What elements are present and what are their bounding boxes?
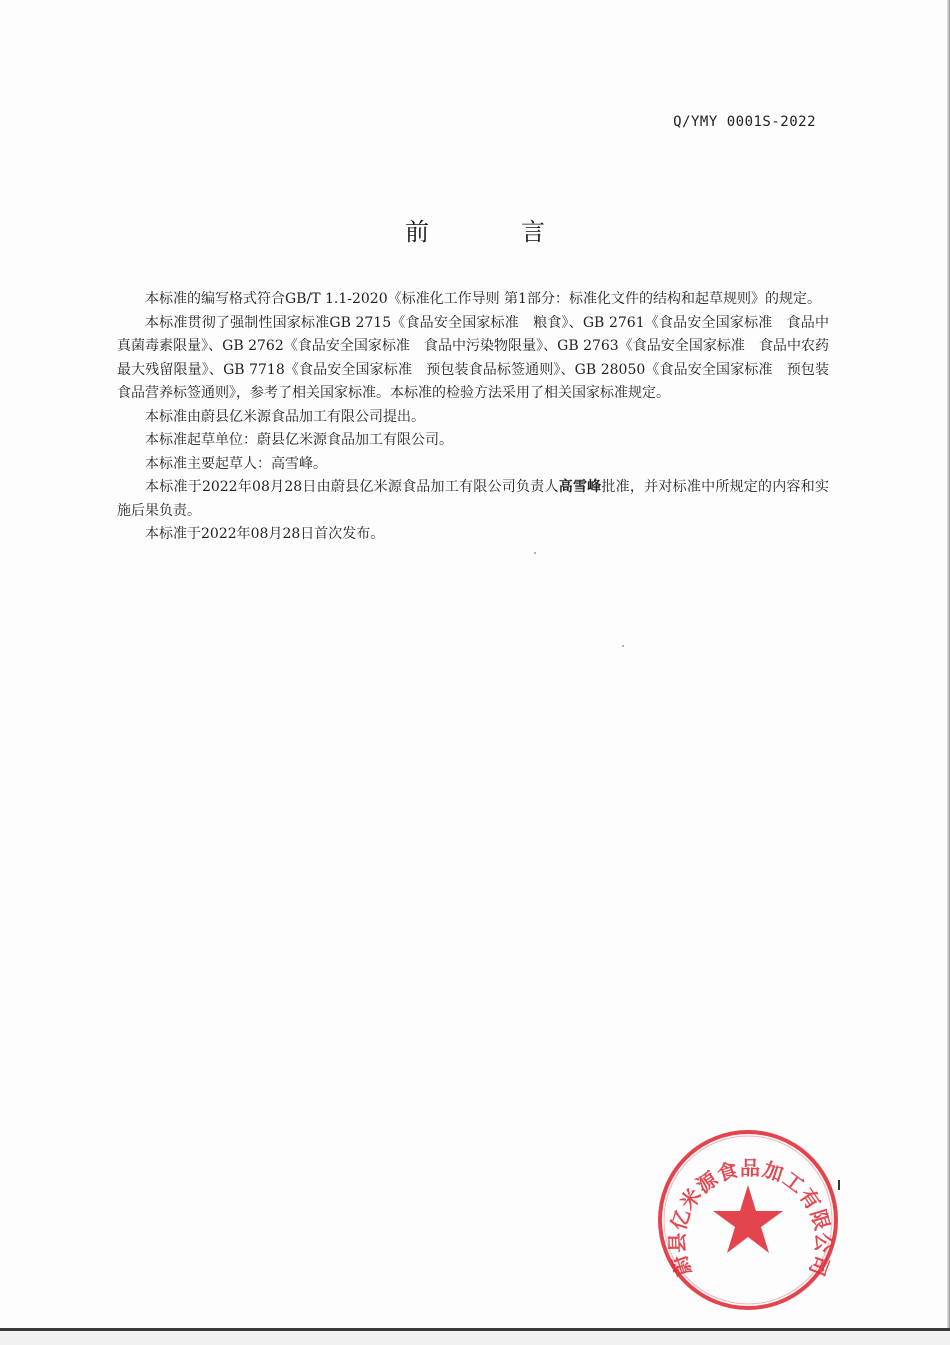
paragraph-proposer: 本标准由蔚县亿米源食品加工有限公司提出。 (145, 408, 425, 425)
star-icon (713, 1185, 783, 1253)
section-title (0, 212, 950, 247)
paragraph-main-drafter: 本标准主要起草人：高雪峰。 (145, 455, 327, 472)
approval-text-after: 批准，并对标准中所规定的内容和实施后果负责。 (117, 479, 829, 519)
section-title-char-2: 言 (521, 218, 545, 246)
paragraph-release: 本标准于2022年08月28日首次发布。 (145, 526, 385, 542)
company-seal (655, 1127, 841, 1313)
paper-speck (534, 552, 536, 554)
paragraph-format-compliance: 本标准的编写格式符合GB/T 1.1-2020《标准化工作导则 第1部分：标准化文件的结构和起草规则》的规定。 (145, 291, 821, 307)
approver-name: 高雪峰 (558, 479, 602, 495)
paragraph-referenced-standards: 本标准贯彻了强制性国家标准GB 2715《食品安全国家标准 粮食》、GB 2761《食品安全国家标准 食品中真菌毒素限量》、GB 2762《食品安全国家标准 食品中污染物限量》、GB 2763《食品安全国家标准 食品中农药最大残留限量》、GB 7718《食品安全国家标准 预包装食品标签通则》、GB 28050《食品安全国家标准 预包装食品营养标签通则》，参考了相关国家标准。本标准的检验方法采用了相关国家标准规定。 (117, 314, 829, 401)
scan-bottom-shade (0, 1331, 950, 1345)
approval-text-before: 本标准于2022年08月28日由蔚县亿米源食品加工有限公司负责人 (145, 479, 559, 495)
section-title-char-1: 前 (405, 218, 429, 246)
margin-tick (838, 1180, 840, 1190)
seal-text: 蔚县亿米源食品加工有限公司 (665, 1155, 836, 1280)
paragraph-drafting-unit: 本标准起草单位：蔚县亿米源食品加工有限公司。 (145, 432, 453, 448)
paper-speck (622, 645, 624, 647)
document-code: Q/YMY 0001S-2022 (673, 114, 816, 130)
scan-bottom-edge (0, 1328, 950, 1331)
foreword-body (117, 288, 829, 547)
paragraph-approval (117, 476, 829, 523)
